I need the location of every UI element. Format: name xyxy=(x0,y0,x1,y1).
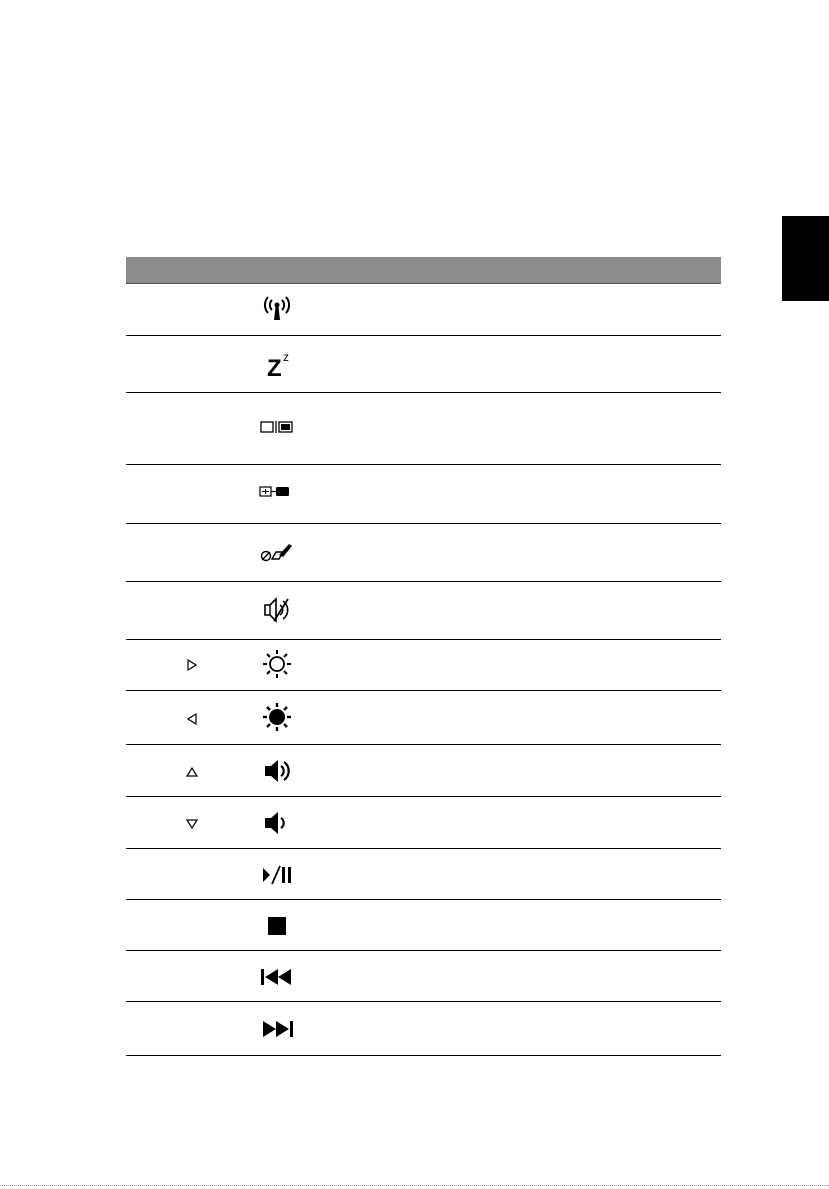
play-pause-icon xyxy=(258,860,296,890)
table-row xyxy=(126,849,721,900)
table-row xyxy=(126,1002,721,1056)
table-row xyxy=(126,336,721,393)
table-row xyxy=(126,524,721,582)
next-icon xyxy=(258,1014,296,1044)
sleep-icon xyxy=(258,348,296,378)
stop-icon xyxy=(258,911,296,941)
arrow-down-icon xyxy=(181,814,203,833)
previous-icon xyxy=(258,962,296,992)
table-row xyxy=(126,640,721,691)
screen-blank-icon xyxy=(258,477,296,507)
arrow-right-icon xyxy=(181,656,203,675)
wireless-icon xyxy=(258,294,296,324)
volume-down-icon xyxy=(258,808,296,838)
arrow-left-icon xyxy=(181,710,203,729)
svg-text:Z: Z xyxy=(267,355,282,378)
display-toggle-icon xyxy=(258,413,296,443)
table-row xyxy=(126,951,721,1002)
table-row xyxy=(126,691,721,745)
section-tab xyxy=(782,216,829,301)
table-row xyxy=(126,797,721,849)
touchpad-toggle-icon xyxy=(258,537,296,567)
volume-up-icon xyxy=(258,756,296,786)
table-row xyxy=(126,284,721,336)
brightness-up-icon xyxy=(258,649,296,679)
table-row xyxy=(126,745,721,797)
svg-text:z: z xyxy=(283,350,289,364)
table-row xyxy=(126,465,721,524)
hotkey-table xyxy=(126,257,721,1056)
speaker-toggle-icon xyxy=(258,595,296,625)
page-edge-rule xyxy=(0,1185,829,1187)
table-row xyxy=(126,900,721,951)
arrow-up-icon xyxy=(181,762,203,781)
table-row xyxy=(126,582,721,640)
brightness-down-icon xyxy=(258,702,296,732)
table-header xyxy=(126,257,721,284)
table-row xyxy=(126,393,721,465)
